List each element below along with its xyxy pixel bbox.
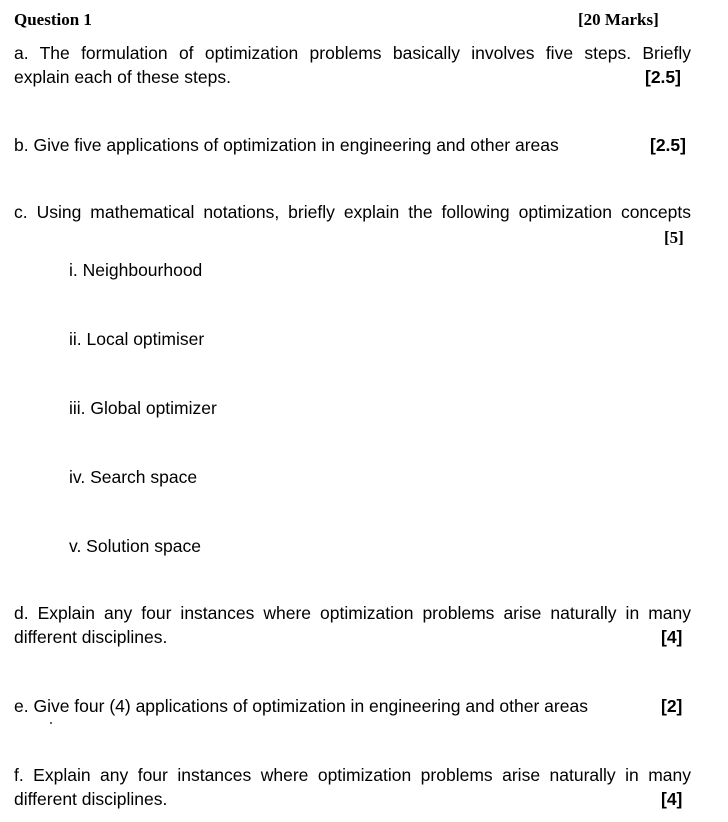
question-d-line1: d. Explain any four instances where optimization problems arise naturally in many (14, 603, 691, 623)
question-title: Question 1 (14, 10, 92, 29)
question-a-marks: [2.5] (645, 67, 681, 87)
question-d-line2: different disciplines. (14, 627, 168, 647)
question-f-line1: f. Explain any four instances where optimization problems arise naturally in many (14, 765, 691, 785)
question-c-item-1: i. Neighbourhood (69, 260, 203, 280)
question-d-marks: [4] (661, 627, 683, 647)
question-a-line2: explain each of these steps. (14, 67, 231, 87)
question-c-item-2: ii. Local optimiser (69, 329, 205, 349)
question-b-text: b. Give five applications of optimization in engineering and other areas (14, 135, 559, 155)
question-a-line1: a. The formulation of optimization problems basically involves five steps. Briefly (14, 43, 691, 63)
question-c-item-5: v. Solution space (69, 536, 201, 556)
question-f-line2: different disciplines. (14, 789, 168, 809)
question-c-item-4: iv. Search space (69, 467, 198, 487)
total-marks: [20 Marks] (578, 10, 659, 29)
question-c-marks: [5] (664, 228, 684, 247)
question-c-text: c. Using mathematical notations, briefly explain the following optimization concepts (14, 202, 691, 222)
question-c-item-3: iii. Global optimizer (69, 398, 217, 418)
question-b-marks: [2.5] (650, 135, 686, 155)
question-e-marks: [2] (661, 696, 683, 716)
scan-speck (50, 722, 52, 724)
question-e-text: e. Give four (4) applications of optimization in engineering and other areas (14, 696, 588, 716)
question-f-marks: [4] (661, 789, 683, 809)
